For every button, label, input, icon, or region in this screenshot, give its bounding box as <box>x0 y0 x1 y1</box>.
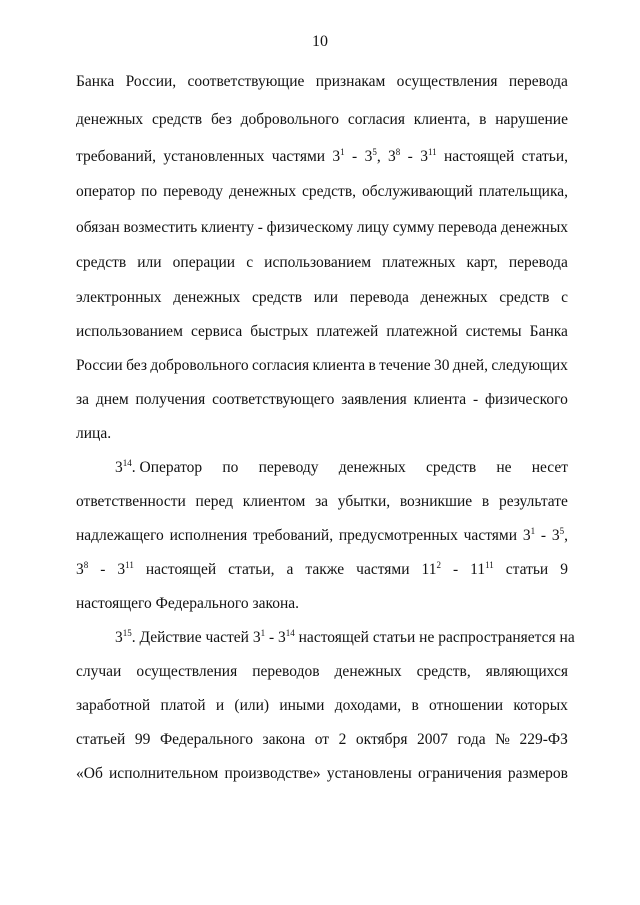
text-line: использованием сервиса быстрых платежей платежной системы Банка <box>76 323 568 340</box>
page-number: 10 <box>312 33 328 50</box>
text-line: статьей 99 Федерального закона от 2 октября 2007 года № 229-ФЗ <box>76 731 568 748</box>
text-line: $3^8$ - $3^{11}$ настоящей статьи, а также частями $11^2$ - $11^{11}$ статьи 9 <box>76 560 568 578</box>
text-line: $3^{14}$. Оператор по переводу денежных средств не несет <box>115 458 568 476</box>
text-line: заработной платой и (или) иными доходами, в отношении которых <box>76 697 568 714</box>
text-line: Банка России, соответствующие признакам осуществления перевода <box>76 73 568 90</box>
text-line: обязан возместить клиенту - физическому лицу сумму перевода денежных <box>76 219 568 236</box>
text-line: средств или операции с использованием платежных карт, перевода <box>76 254 568 271</box>
text-line: денежных средств без добровольного согласия клиента, в нарушение <box>76 111 568 128</box>
text-line: за днем получения соответствующего заявления клиента - физического <box>76 391 568 408</box>
text-line: оператор по переводу денежных средств, обслуживающий плательщика, <box>76 183 568 200</box>
text-line: ответственности перед клиентом за убытки, возникшие в результате <box>76 493 568 510</box>
text-line: случаи осуществления переводов денежных средств, являющихся <box>76 663 568 680</box>
text-line: надлежащего исполнения требований, предусмотренных частями $3^1$ - $3^5$, <box>76 526 568 544</box>
text-line: настоящего Федерального закона. <box>76 595 300 612</box>
text-line: России без добровольного согласия клиента в течение 30 дней, следующих <box>76 357 568 374</box>
text-line: $3^{15}$. Действие частей $3^1 - 3^{14}$ настоящей статьи не распространяется на <box>115 628 575 646</box>
text-line: требований, установленных частями $3^1$ - $3^5$, $3^8$ - $3^{11}$ настоящей статьи, <box>76 147 568 165</box>
text-line: электронных денежных средств или перевода денежных средств с <box>76 289 568 306</box>
text-line: лица. <box>76 425 112 442</box>
text-line: «Об исполнительном производстве» установлены ограничения размеров <box>76 765 568 782</box>
